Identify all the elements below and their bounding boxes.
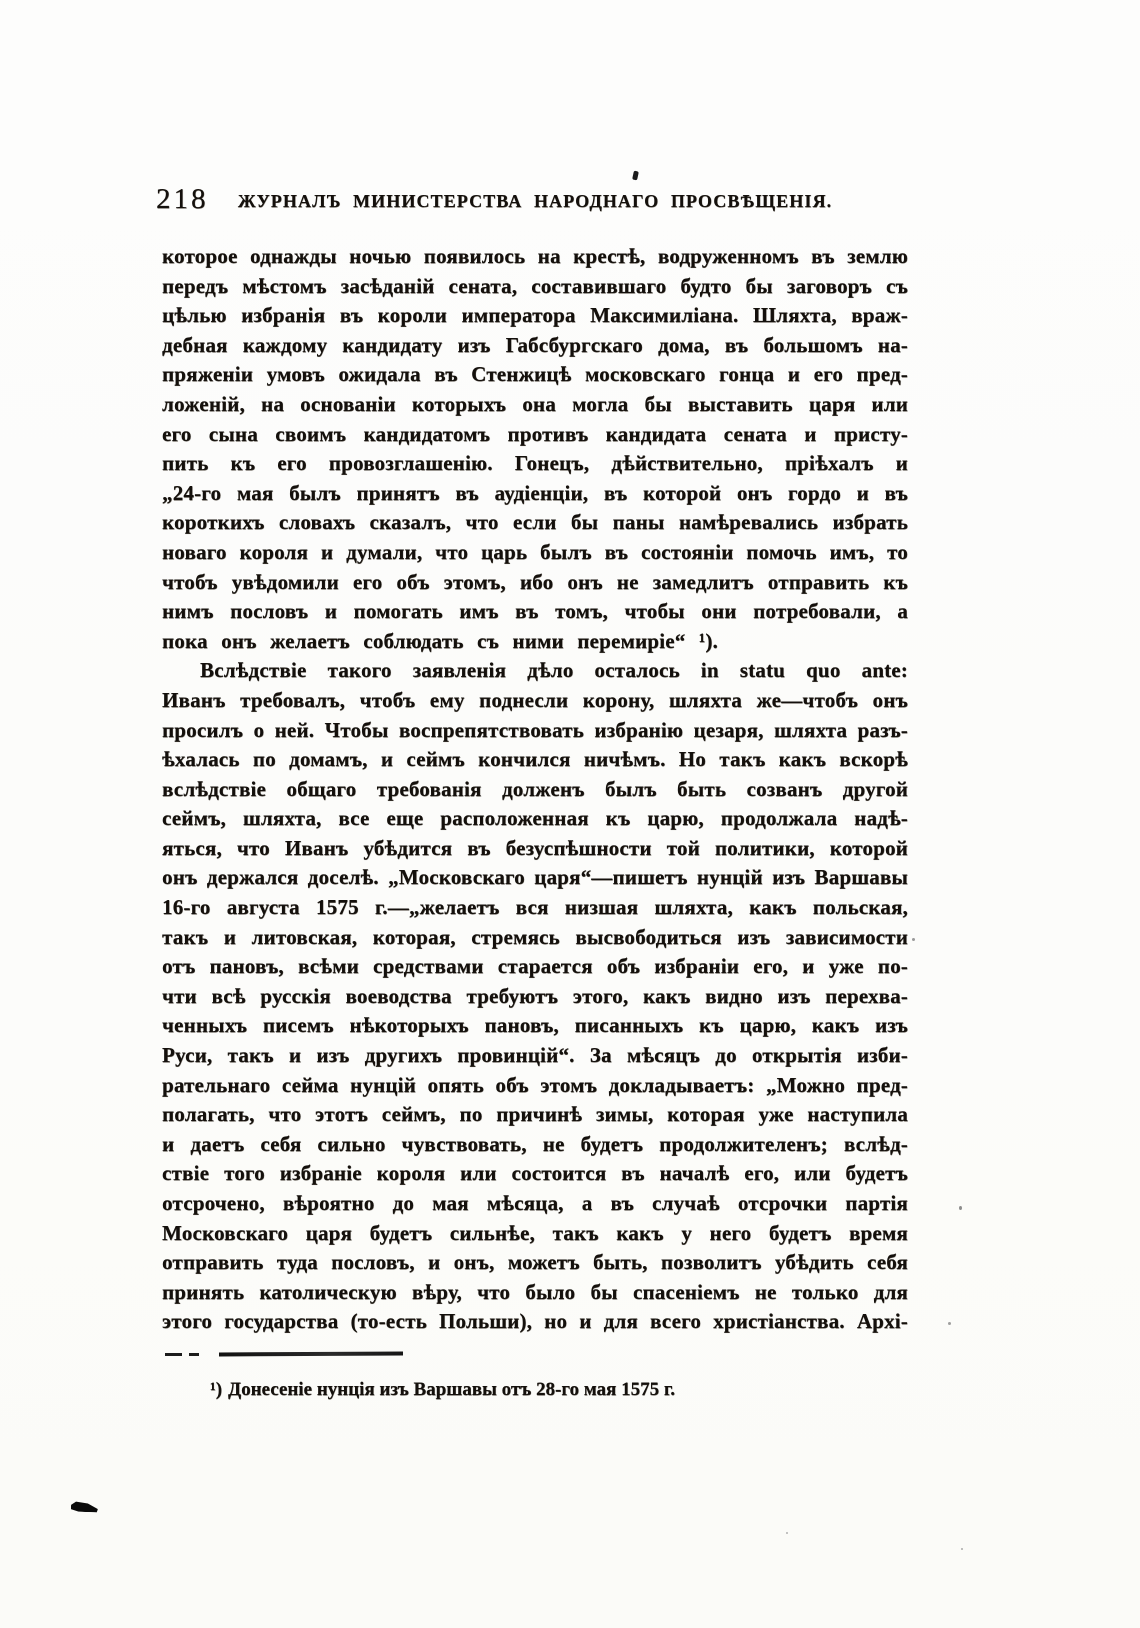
text-line: Московскаго царя будетъ сильнѣе, такъ какъ у него будетъ время xyxy=(162,1220,908,1245)
text-line: ложеній, на основаніи которыхъ она могла бы выставить царя или xyxy=(162,391,908,416)
text-line: сеймъ, шляхта, все еще расположенная къ царю, продолжала надѣ- xyxy=(162,806,908,831)
text-line: яться, что Иванъ убѣдится въ безуспѣшности той политики, которой xyxy=(162,835,908,860)
page-number: 218 xyxy=(156,183,209,215)
text-line: „24-го мая былъ принятъ въ аудіенціи, въ которой онъ гордо и въ xyxy=(162,480,908,505)
text-line: онъ держался доселѣ. „Московскаго царя“—пишетъ нунцій изъ Варшавы xyxy=(162,865,908,890)
text-line: нимъ пословъ и помогать имъ въ томъ, чтобы они потребовали, а xyxy=(162,599,908,624)
ink-speck xyxy=(961,1548,963,1550)
text-line: пряженіи умовъ ожидала въ Стенжицѣ московскаго гонца и его пред- xyxy=(162,362,908,387)
text-line: цѣлью избранія въ короли императора Максимиліана. Шляхта, враж- xyxy=(162,303,908,328)
ink-speck xyxy=(632,171,639,181)
text-line: отправить туда пословъ, и онъ, можетъ быть, позволитъ убѣдить себя xyxy=(162,1250,908,1275)
text-line: полагать, что этотъ сеймъ, по причинѣ зимы, которая уже наступила xyxy=(162,1102,908,1127)
footnote-text: Донесеніе нунція изъ Варшавы отъ 28-го мая 1575 г. xyxy=(228,1379,676,1400)
text-line: такъ и литовская, которая, стремясь высвободиться изъ зависимости xyxy=(162,924,908,949)
ink-blob-artifact xyxy=(71,1501,98,1513)
ink-speck xyxy=(959,1206,962,1210)
text-line: пить къ его провозглашенію. Гонецъ, дѣйствительно, пріѣхалъ и xyxy=(162,451,908,476)
text-line: отъ пановъ, всѣми средствами старается объ избраніи его, и уже по- xyxy=(162,954,908,979)
text-line: новаго короля и думали, что царь былъ въ состояніи помочь имъ, то xyxy=(162,539,908,564)
text-line: чти всѣ русскія воеводства требуютъ этого, какъ видно изъ перехва- xyxy=(162,983,908,1008)
rule-segment-dashed xyxy=(165,1353,213,1356)
text-line: просилъ о ней. Чтобы воспрепятствовать избранію цезаря, шляхта разъ- xyxy=(162,717,908,742)
text-line: ѣхалась по домамъ, и сеймъ кончился ничѣмъ. Но такъ какъ вскорѣ xyxy=(162,747,908,772)
text-line: передъ мѣстомъ засѣданій сената, составившаго будто бы заговоръ съ xyxy=(162,273,908,298)
running-title: ЖУРНАЛЪ МИНИСТЕРСТВА НАРОДНАГО ПРОСВѢЩЕНІЯ. xyxy=(237,191,833,211)
page-header xyxy=(156,183,908,219)
text-line: 16-го августа 1575 г.—„желаетъ вся низшая шляхта, какъ польская, xyxy=(162,895,908,920)
text-line: отсрочено, вѣроятно до мая мѣсяца, а въ случаѣ отсрочки партія xyxy=(162,1191,908,1215)
body-text xyxy=(162,242,908,1337)
text-line: чтобъ увѣдомили его объ этомъ, ибо онъ не замедлитъ отправить къ xyxy=(162,569,908,594)
text-line: короткихъ словахъ сказалъ, что если бы паны намѣревались избрать xyxy=(162,510,908,535)
text-line: которое однажды ночью появилось на крестѣ, водруженномъ въ землю xyxy=(162,244,908,268)
text-line: Иванъ требовалъ, чтобъ ему поднесли корону, шляхта же—чтобъ онъ xyxy=(162,687,908,712)
text-line: Руси, такъ и изъ другихъ провинцій“. За мѣсяцъ до открытія изби- xyxy=(162,1043,908,1068)
text-line: ствіе того избраніе короля или состоится въ началѣ его, или будетъ xyxy=(162,1161,908,1186)
text-line-paragraph-start: Вслѣдствіе такого заявленія дѣло осталось in statu quo ante: xyxy=(200,658,908,683)
footnote xyxy=(210,1376,675,1403)
rule-segment-solid xyxy=(219,1352,403,1356)
text-line: ченныхъ писемъ нѣкоторыхъ пановъ, писанныхъ къ царю, какъ изъ xyxy=(162,1013,908,1038)
text-line: этого государства (то-есть Польши), но и для всего христіанства. Архі- xyxy=(162,1309,908,1334)
text-line: дебная каждому кандидату изъ Габсбургскаго дома, въ большомъ на- xyxy=(162,332,908,357)
text-line: рательнаго сейма нунцій опять объ этомъ докладываетъ: „Можно пред- xyxy=(162,1072,908,1097)
ink-speck xyxy=(948,1322,951,1325)
text-line: вслѣдствіе общаго требованія долженъ былъ быть созванъ другой xyxy=(162,776,908,801)
ink-speck xyxy=(912,938,915,941)
text-line: принять католическую вѣру, что было бы спасеніемъ не только для xyxy=(162,1279,908,1304)
text-line: и даетъ себя сильно чувствовать, не будетъ продолжителенъ; вслѣд- xyxy=(162,1131,908,1156)
text-line: его сына своимъ кандидатомъ противъ кандидата сената и присту- xyxy=(162,421,908,446)
footnote-marker: ¹) xyxy=(210,1379,223,1400)
footnote-separator-rule xyxy=(165,1352,403,1358)
text-line-paragraph-end: пока онъ желаетъ соблюдать съ ними перемиріе“ ¹). xyxy=(162,628,718,653)
ink-speck xyxy=(786,1532,788,1534)
